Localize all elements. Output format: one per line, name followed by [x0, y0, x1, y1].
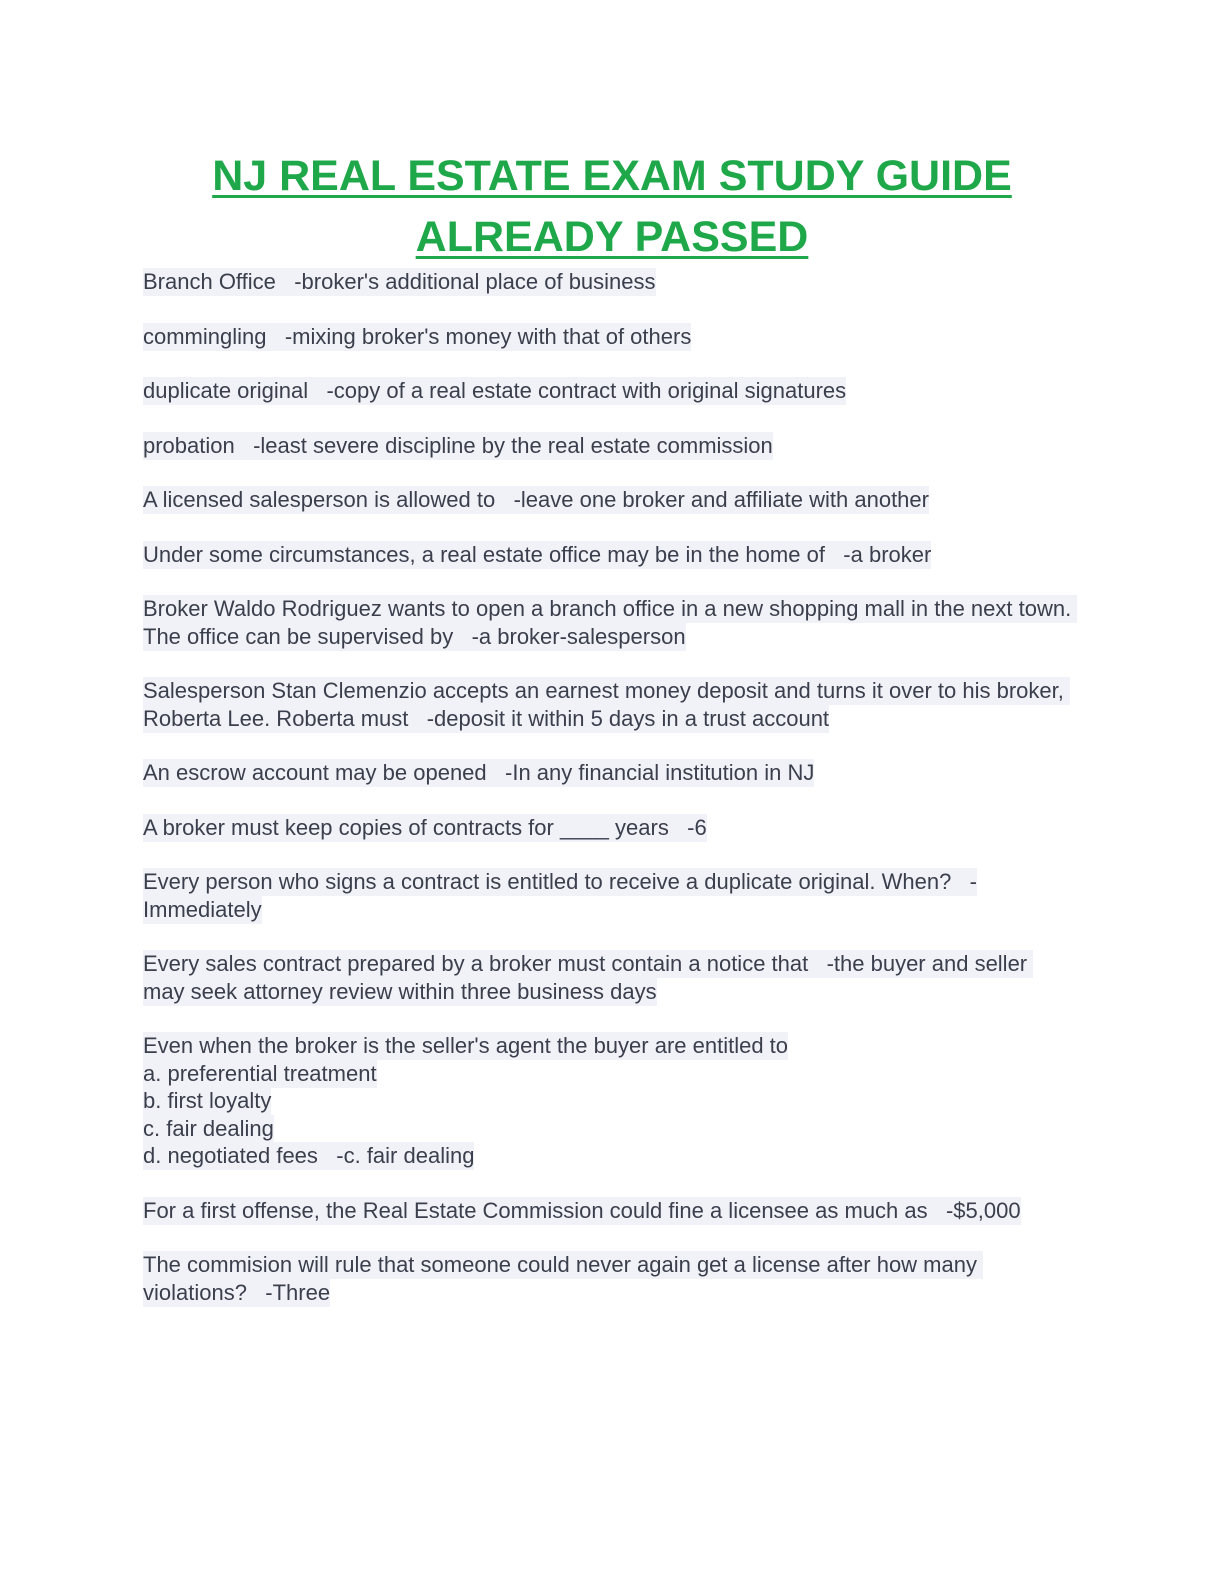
entry-term: commingling	[143, 323, 267, 349]
flashcard-entry	[143, 268, 1073, 296]
entry-term: Every sales contract prepared by a broker must contain a notice that	[143, 951, 809, 976]
entry-term: For a first offense, the Real Estate Commission could fine a licensee as much as	[143, 1197, 928, 1223]
document-title	[0, 146, 1224, 268]
entry-term: The commision will rule that someone could never again get a license after how many violations?	[143, 1252, 984, 1305]
flashcard-entry	[143, 323, 1073, 351]
flashcard-entry	[143, 486, 1073, 514]
entry-answer: -mixing broker's money with that of others	[284, 323, 692, 349]
title-line-1: NJ REAL ESTATE EXAM STUDY GUIDE	[212, 152, 1012, 200]
entry-term: Even when the broker is the seller's agent the buyer are entitled to a. preferential treatment b. first loyalty c. fair dealing d. negotiated fees	[143, 1033, 789, 1168]
entry-answer: -copy of a real estate contract with original signatures	[326, 378, 847, 403]
entry-term: Salesperson Stan Clemenzio accepts an earnest money deposit and turns it over to his broker, Roberta Lee. Roberta must	[143, 678, 1070, 731]
entry-term: Every person who signs a contract is entitled to receive a duplicate original. When?	[143, 869, 952, 894]
entry-term: Branch Office	[143, 269, 276, 294]
flashcard-entry	[143, 950, 1073, 1005]
flashcard-entry	[143, 377, 1073, 405]
entry-answer: -a broker-salesperson	[471, 623, 686, 649]
entry-answer: -Immediately	[143, 869, 977, 922]
flashcard-entry	[143, 595, 1077, 650]
entry-answer: -least severe discipline by the real estate commission	[253, 432, 773, 458]
entry-term: probation	[143, 432, 235, 458]
title-line-2: ALREADY PASSED	[415, 213, 809, 261]
entry-term: duplicate original	[143, 378, 309, 403]
entry-answer: -broker's additional place of business	[294, 269, 656, 294]
entry-term: An escrow account may be opened	[143, 760, 487, 785]
flashcard-entry	[143, 677, 1073, 732]
entry-term: A licensed salesperson is allowed to	[143, 487, 496, 512]
entry-answer: -6	[687, 814, 707, 840]
entry-answer: -Three	[265, 1279, 331, 1305]
entry-answer: -a broker	[843, 541, 932, 567]
flashcard-entry	[143, 1032, 1073, 1170]
flashcard-list	[143, 268, 1077, 1333]
entry-answer: -$5,000	[945, 1197, 1021, 1223]
entry-answer: -In any financial institution in NJ	[505, 760, 815, 785]
entry-answer: -leave one broker and affiliate with another	[513, 487, 929, 512]
entry-answer: -deposit it within 5 days in a trust account	[426, 705, 830, 731]
flashcard-entry	[143, 541, 1073, 569]
flashcard-entry	[143, 759, 1073, 787]
flashcard-entry	[143, 814, 1073, 842]
entry-term: Under some circumstances, a real estate office may be in the home of	[143, 541, 825, 567]
flashcard-entry	[143, 1197, 1073, 1225]
entry-answer: -the buyer and seller may seek attorney review within three business days	[143, 951, 1034, 1004]
flashcard-entry	[143, 432, 1073, 460]
flashcard-entry	[143, 868, 1073, 923]
flashcard-entry	[143, 1251, 1073, 1306]
entry-answer: -c. fair dealing	[336, 1143, 475, 1168]
entry-term: A broker must keep copies of contracts for ____ years	[143, 814, 669, 840]
entry-term: Broker Waldo Rodriguez wants to open a branch office in a new shopping mall in the next town. The office can be supervised by	[143, 596, 1077, 649]
